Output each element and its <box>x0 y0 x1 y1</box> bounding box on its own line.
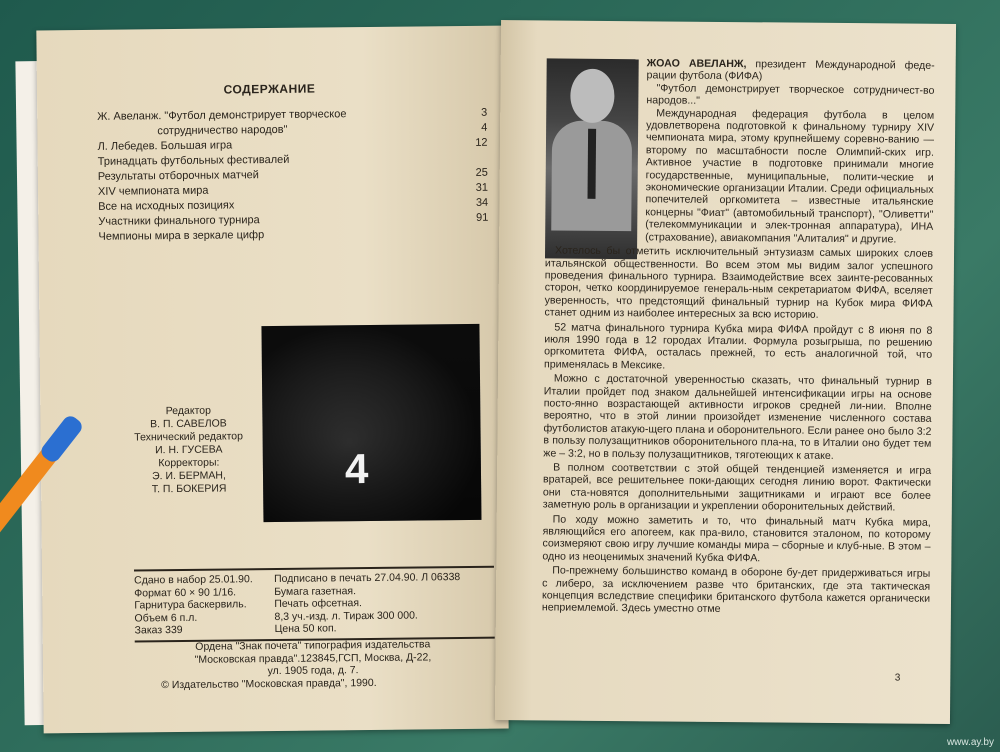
lead-quote: "Футбол демонстрирует творческое сотрудничест-во народов..." <box>646 82 935 107</box>
editor-line: Технический редактор <box>134 430 243 444</box>
imprint-row: Объем 6 п.л. 8,3 уч.-изд. л. Тираж 300 000. <box>134 608 418 624</box>
printer-line: Ордена "Знак почета" типография издательства <box>195 638 431 653</box>
toc-row: сотрудничество народов" 4 <box>157 121 488 138</box>
article <box>542 56 935 619</box>
editor-line: В. П. САВЕЛОВ <box>150 417 227 431</box>
imprint-row: Заказ 339 Цена 50 коп. <box>134 622 337 637</box>
lead-rest: президент Международной феде-рации футбола (ФИФА) <box>646 58 935 83</box>
imprint-row: Формат 60 × 90 1/16. Бумага газетная. <box>134 584 357 599</box>
toc-row: XIV чемпионата мира 31 <box>97 181 489 198</box>
article-lead <box>646 57 934 109</box>
table-of-contents <box>97 106 488 245</box>
lead-name: ЖОАО АВЕЛАНЖ, <box>646 57 747 71</box>
toc-title: СОДЕРЖАНИЕ <box>223 81 316 97</box>
editor-line: Редактор <box>165 404 211 418</box>
imprint-block <box>134 566 495 642</box>
football-players-photo <box>261 324 481 522</box>
editor-line: Т. П. БОКЕРИЯ <box>151 482 227 496</box>
article-paragraph: По ходу можно заметить и то, что финальный матч Кубка мира, являющийся его апогеем, как пра-вило, становится эталоном, по которому соизмеряют свою игру лучшие команды мира – сборные и клуб-ные. В этом – одно из неоценимых значений Кубка ФИФА. <box>542 513 931 565</box>
article-paragraph: По-прежнему большинство команд в обороне бу-дет придерживаться игры с либеро, за исключением разве что британских, где эта тактическая концепция вследствие специфики британского футбола кажется органически неприемлемой. Здесь уместно отме <box>541 564 931 616</box>
toc-row: Все на исходных позициях 34 <box>98 196 489 213</box>
editor-line: Корректоры: <box>158 456 220 470</box>
article-paragraph: В полном соответствии с этой общей тенденцией изменяется и игра вратарей, все решительнее поки-дающих сегодня линию ворот. Фактически они ста-новятся дополнительными защитниками и играют все более заметную роль в организации и укреплении оборонительных действий. <box>542 461 932 514</box>
article-paragraph: Можно с достаточной уверенностью сказать, что финальный турнир в Италии пройдет под знаком дальнейшей интенсификации игры на основе посто-янно возрастающей активности игроков средней ли-нии. Вполне вероятно, что в этой линии произойдет изменение численного состава футболистов атакую-щего плана и оборонительного. Если ранее оно было 3:2 в пользу полузащитников оборонительного пла-на, то в Италии оно будет тем же – 3:2, но в пользу полузащитников, тяготеющих к атаке. <box>543 372 932 462</box>
article-paragraph: 52 матча финального турнира Кубка мира ФИФА пройдут с 8 июня по 8 июля 1990 года в 12 городах Италии. Формула розыгрыша, по решению оргкомитета ФИФА, осталась прежней, то есть аналогичной той, что применялась в Мексике. <box>544 321 933 372</box>
printer-line: ул. 1905 года, д. 7. <box>267 664 359 678</box>
editor-line: Э. И. БЕРМАН, <box>152 469 226 483</box>
printer-info <box>163 638 463 679</box>
imprint-row: Сдано в набор 25.01.90. Подписано в печать 27.04.90. Л 06338 <box>134 571 461 587</box>
toc-row: Результаты отборочных матчей 25 <box>97 166 488 183</box>
toc-row: Тринадцать футбольных фестивалей <box>97 153 290 168</box>
editors-block <box>108 404 269 497</box>
toc-row: Чемпионы мира в зеркале цифр <box>98 229 265 243</box>
right-page <box>495 20 956 724</box>
jersey-number: 4 <box>344 445 369 493</box>
toc-row: Л. Лебедев. Большая игра 12 <box>97 136 488 153</box>
article-paragraph: Хотелось бы отметить исключительный энтузиазм самых широких слоев итальянской общественности. Во всем этом мы видим залог успешного проведения финального турнира. Взаимодействие всех заинте-ресованных сторон, четко координируемое генераль-ным секретариатом ФИФА, вселяет уверенность, что предстоящий финальный турнир на Кубок мира ФИФА станет одним из наиболее интересных за всю историю. <box>544 244 934 321</box>
toc-row: Ж. Авеланж. "Футбол демонстрирует творческое 3 <box>97 106 488 123</box>
article-paragraph: Международная федерация футбола в целом удовлетворена подготовкой к финальному турниру XIV чемпионата мира, этому крупнейшему соревно-ванию — второму по масштабности после Олимпий-ских игр. Активное участие в подготовке принимали многие государственные, муниципальные, полити-ческие и экономические организации Италии. Среди официальных попечителей оргкомитета – известные итальянские концерны "Фиат" (автомобильный транспорт), "Оливетти" (телекоммуникации и элек-тронная аппаратура), ИНА (страхование), авиакомпания "Алиталия" и другие. <box>645 107 935 246</box>
toc-row: Участники финального турнира 91 <box>98 211 489 228</box>
copyright: © Издательство "Московская правда", 1990. <box>161 676 377 692</box>
left-page <box>36 26 508 734</box>
page-number: 3 <box>894 672 901 684</box>
printer-line: "Московская правда".123845,ГСП, Москва, Д-22, <box>194 650 432 666</box>
watermark: www.ay.by <box>946 737 994 748</box>
imprint-row: Гарнитура баскервиль. Печать офсетная. <box>134 597 363 612</box>
editor-line: И. Н. ГУСЕВА <box>154 443 223 457</box>
